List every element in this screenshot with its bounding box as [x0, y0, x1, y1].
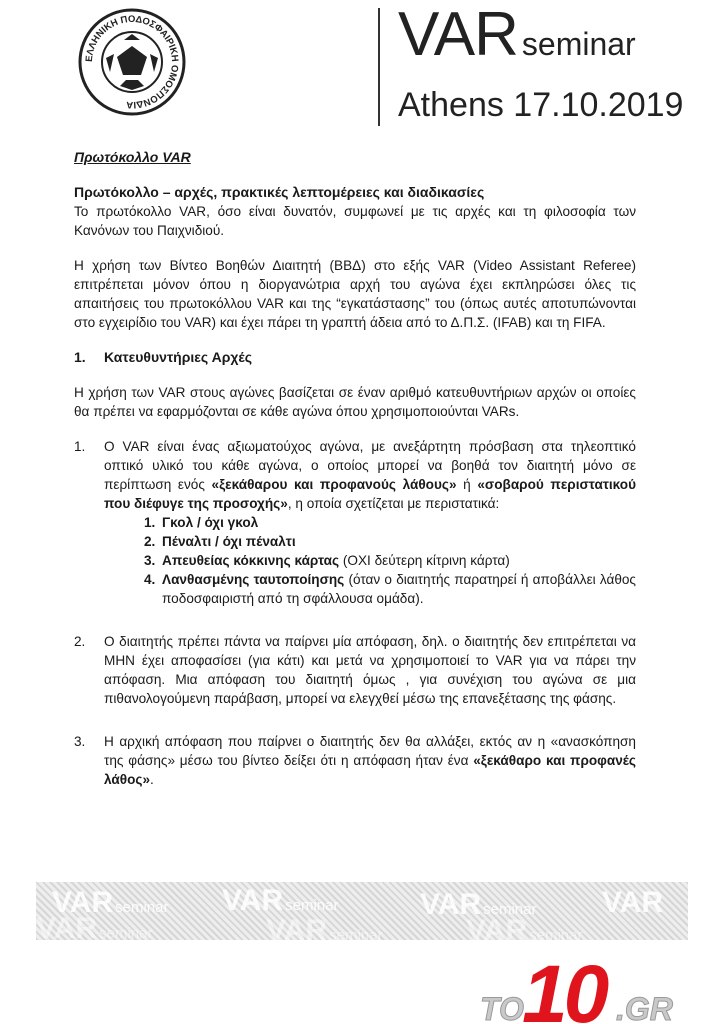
item-1-bold-a: «ξεκάθαρου και προφανούς λάθους»: [211, 477, 457, 492]
item-3-text: Η αρχική απόφαση που παίρνει ο διαιτητής δεν θα αλλάξει, εκτός αν η «ανασκόπηση της φάσης» μέσω του βίντεο δείξει ότι η απόφαση ήταν ένα: [104, 734, 636, 768]
sublist-rest: (ΟΧΙ δεύτερη κίτρινη κάρτα): [339, 553, 510, 568]
list-item-2-number: 2.: [74, 634, 86, 649]
brand-suffix: .GR: [616, 991, 673, 1024]
brand-prefix: TO: [480, 991, 524, 1024]
item-3-end: .: [150, 772, 154, 787]
sublist-number: 1.: [144, 515, 156, 530]
doc-intro: Το πρωτόκολλο VAR, όσο είναι δυνατόν, συμφωνεί με τις αρχές και τη φιλοσοφία των Κανόνων του Παιχνιδιού.: [74, 204, 636, 238]
item-3-bold: «ξεκάθαρο και προφανές λάθος»: [104, 753, 637, 787]
to10-brand-logo: [476, 950, 706, 1024]
list-item-2: [74, 632, 636, 708]
header-divider: [378, 8, 380, 126]
watermark-text: VAR: [602, 886, 664, 919]
header-title-small: seminar: [521, 26, 636, 62]
item-1-text-b: ή: [456, 477, 478, 492]
list-item-3: [74, 732, 636, 789]
sublist-bold: Γκολ / όχι γκολ: [162, 515, 259, 530]
sublist-bold: Λανθασμένης ταυτοποίησης: [162, 572, 345, 587]
sublist-item: [144, 570, 636, 608]
item-1-bold-b: «σοβαρού περιστατικού που διέφυγε της προσοχής»: [104, 477, 637, 511]
item-1-text-a: Ο VAR είναι ένας αξιωματούχος αγώνα, με ανεξάρτητη πρόσβαση στα τηλεοπτικό οπτικό υλικό του κάθε αγώνα, ο οποίος μπορεί να βοηθά τον διαιτητή μόνο σε περίπτωση ενός: [104, 439, 636, 492]
sublist-number: 4.: [144, 572, 156, 587]
watermark-band: [36, 882, 688, 940]
sublist-rest: (όταν ο διαιτητής παρατηρεί ή αποβάλλει λάθος ποδοσφαιριστή από τη σφάλλουσα ομάδα).: [162, 572, 636, 606]
sublist-bold: Πέναλτι / όχι πέναλτι: [162, 534, 296, 549]
section-1-intro: Η χρήση των VAR στους αγώνες βασίζεται σε έναν αριθμό κατευθυντήριων αρχών οι οποίες θα πρέπει να εφαρμόζονται σε κάθε αγώνα όπου χρησιμοποιούνται VARs.: [74, 385, 636, 419]
sublist-number: 2.: [144, 534, 156, 549]
watermark-text: VAR seminar: [266, 914, 383, 940]
watermark-text: VAR seminar: [466, 914, 583, 940]
item-1-text-c: , η οποία σχετίζεται με περιστατικά:: [287, 496, 500, 511]
doc-paragraph-2: Η χρήση των Βίντεο Βοηθών Διαιτητή (ΒΒΔ) στο εξής VAR (Video Assistant Referee) επιτρέπεται μόνον όπου η διοργανώτρια αρχή του αγώνα έχει εκπληρώσει όλες τις απαιτήσεις του πρωτοκόλλου VAR και της “εγκατάστασης” του (όπως αυτές αποτυπώνονται στο εγχειρίδιο του VAR) και έχει πάρει τη γραπτή άδεια από το Δ.Π.Σ. (IFAB) και τη FIFA.: [74, 258, 636, 330]
sublist-bold: Απευθείας κόκκινης κάρτας: [162, 553, 340, 568]
list-item-1-number: 1.: [74, 439, 86, 454]
watermark-text: VAR seminar: [222, 884, 339, 917]
item-2-text: Ο διαιτητής πρέπει πάντα να παίρνει μία απόφαση, δηλ. ο διαιτητής δεν επιτρέπεται να ΜΗΝ έχει αποφασίσει (για κάτι) και μετά να χρησιμοποιεί το VAR για να πάρει την απόφαση. Μια απόφαση του διαιτητή όμως , για συνέχιση του αγώνα σε μια πιθανολογούμενη παράβαση, μπορεί να ελεγχθεί μέσω της επανεξέτασης της φάσης.: [104, 634, 636, 706]
brand-number: 10: [522, 950, 606, 1024]
section-1-heading: [74, 348, 636, 367]
doc-title: Πρωτόκολλο VAR: [74, 149, 191, 165]
header-title-main: VAR: [398, 0, 518, 69]
watermark-text: VAR seminar: [52, 886, 169, 919]
document-body: [74, 148, 636, 789]
sublist-item: [144, 532, 636, 551]
header-title: [398, 0, 636, 69]
watermark-text: VAR seminar: [36, 912, 153, 940]
sublist-item: [144, 513, 636, 532]
watermark-text: VAR seminar: [420, 888, 537, 921]
section-1-number: 1.: [74, 349, 86, 365]
section-1-title: Κατευθυντήριες Αρχές: [104, 349, 253, 365]
doc-subtitle: Πρωτόκολλο – αρχές, πρακτικές λεπτομέρειες και διαδικασίες: [74, 184, 485, 200]
logo-text: ΕΛΛΗΝΙΚΗ ΠΟΔΟΣΦΑΙΡΙΚΗ ΟΜΟΣΠΟΝΔΙΑ: [83, 13, 181, 111]
list-item-1: [74, 437, 636, 608]
sublist-number: 3.: [144, 553, 156, 568]
incident-sublist: [104, 513, 636, 608]
list-item-3-number: 3.: [74, 734, 86, 749]
header-subtitle: Athens 17.10.2019: [398, 86, 684, 124]
sublist-item: [144, 551, 636, 570]
federation-logo: [78, 8, 186, 116]
